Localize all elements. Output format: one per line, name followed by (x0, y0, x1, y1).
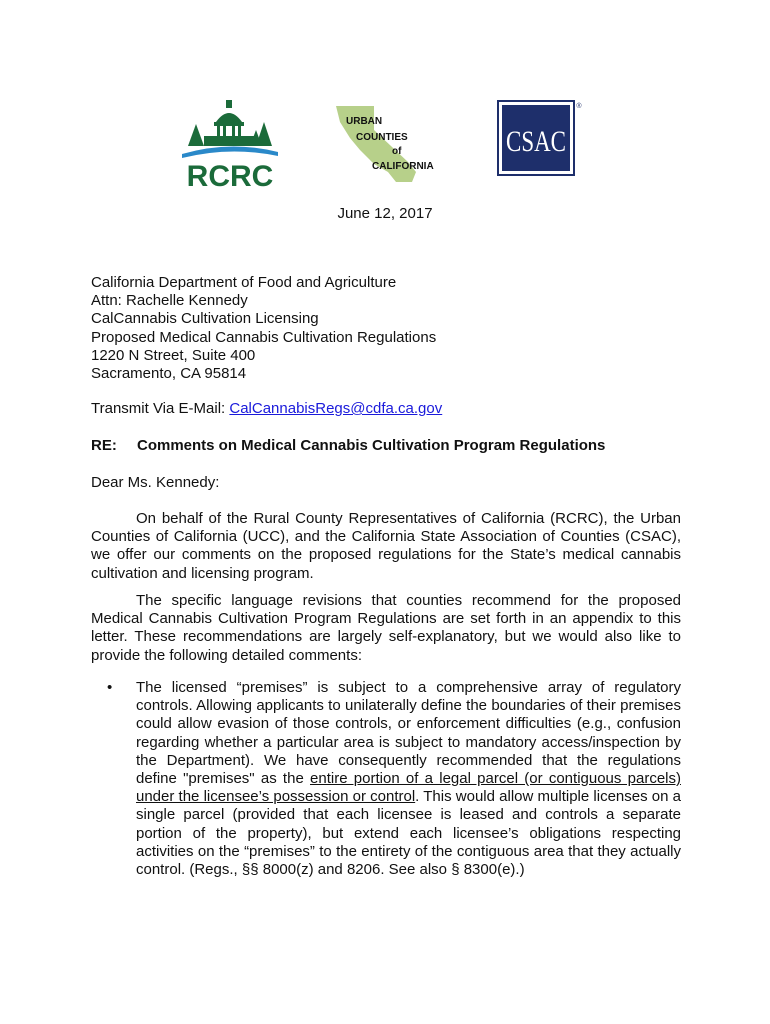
logo-row (0, 96, 770, 196)
list-item (107, 679, 681, 879)
address-line: Sacramento, CA 95814 (91, 365, 247, 383)
bullet-text-end: . This would allow multiple licenses on a single parcel (provided that each licensee is leased and controls a separate portion of the property), but extend each licensee’s obligations respecting activities on the “premises” to the entirety of the contiguous area that they actually control. (Regs., §§ 8000(z) and 8206. See also § 8300(e).) (136, 788, 682, 879)
address-line: California Department of Food and Agriculture (91, 274, 397, 291)
rcrc-logo-text: RCRC (186, 160, 274, 191)
comment-list (107, 679, 681, 879)
email-link[interactable]: CalCannabisRegs@cdfa.ca.gov (229, 400, 443, 417)
subject-text: Comments on Medical Cannabis Cultivation Program Regulations (137, 437, 606, 454)
csac-logo (497, 100, 583, 176)
recipient-address (91, 274, 681, 383)
paragraph-intro: On behalf of the Rural County Representatives of California (RCRC), the Urban Counties of California (UCC), and the California State Association of Counties (CSAC), we offer our comments on the proposed regulations for the State’s medical cannabis cultivation and licensing program. (91, 510, 681, 582)
registered-mark: ® (576, 103, 582, 110)
csac-logo-text: CSAC (506, 125, 566, 158)
underlined-definition: entire portion of a legal parcel (or contiguous parcels) under the licensee’s possession or control (136, 770, 681, 806)
re-label: RE: (91, 437, 117, 454)
address-line: 1220 N Street, Suite 400 (91, 346, 256, 364)
rcrc-logo (180, 96, 280, 191)
ucc-logo-line3: of (392, 146, 402, 157)
bullet-text (136, 679, 681, 879)
subject-line (91, 437, 681, 455)
address-line: CalCannabis Cultivation Licensing (91, 310, 319, 328)
ucc-logo-line4: CALIFORNIA (372, 161, 434, 172)
letter-date: June 12, 2017 (337, 205, 433, 222)
bullet-icon: • (107, 679, 113, 696)
transmit-line (91, 400, 681, 418)
ucc-logo (330, 102, 436, 184)
paragraph-recommendations: The specific language revisions that counties recommend for the proposed Medical Cannabis Cultivation Program Regulations are set forth in an appendix to this letter. These recommendations are largely self-explanatory, but we would also like to provide the following detailed comments: (91, 592, 681, 664)
salutation: Dear Ms. Kennedy: (91, 474, 220, 491)
address-line: Proposed Medical Cannabis Cultivation Regulations (91, 328, 437, 346)
ucc-logo-line1: URBAN (346, 116, 383, 127)
address-line: Attn: Rachelle Kennedy (91, 292, 248, 310)
bullet-text-start: The licensed “premises” is subject to a comprehensive array of regulatory controls. Allowing applicants to unilaterally define the boundaries of their premises could allow evasion of those controls, or enforcement difficulties (e.g., confusion regarding whether a particular area is subject to mandatory access/inspection by the Department). We have consequently recommended that the regulations define "premises" as the (136, 679, 681, 788)
ucc-logo-line2: COUNTIES (356, 132, 408, 143)
transmit-label: Transmit Via E-Mail: (91, 400, 230, 417)
